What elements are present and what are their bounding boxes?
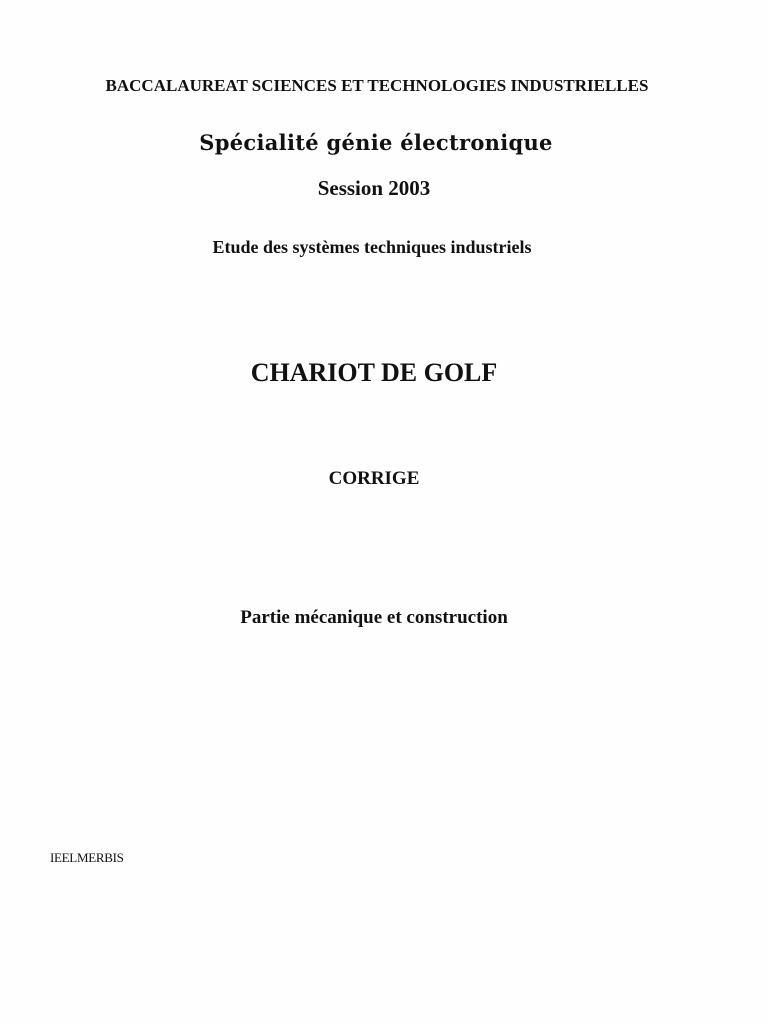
corrige-label: CORRIGE xyxy=(328,468,420,489)
reference-code: IEELMERBIS xyxy=(50,850,124,865)
exam-header: BACCALAUREAT SCIENCES ET TECHNOLOGIES INDUSTRIELLES xyxy=(105,76,649,95)
speciality-title: Spécialité génie électronique xyxy=(199,130,553,155)
session-year: Session 2003 xyxy=(317,176,431,200)
section-part: Partie mécanique et construction xyxy=(240,607,508,628)
study-subject: Etude des systèmes techniques industriels xyxy=(212,237,532,257)
document-title: CHARIOT DE GOLF xyxy=(250,358,498,387)
